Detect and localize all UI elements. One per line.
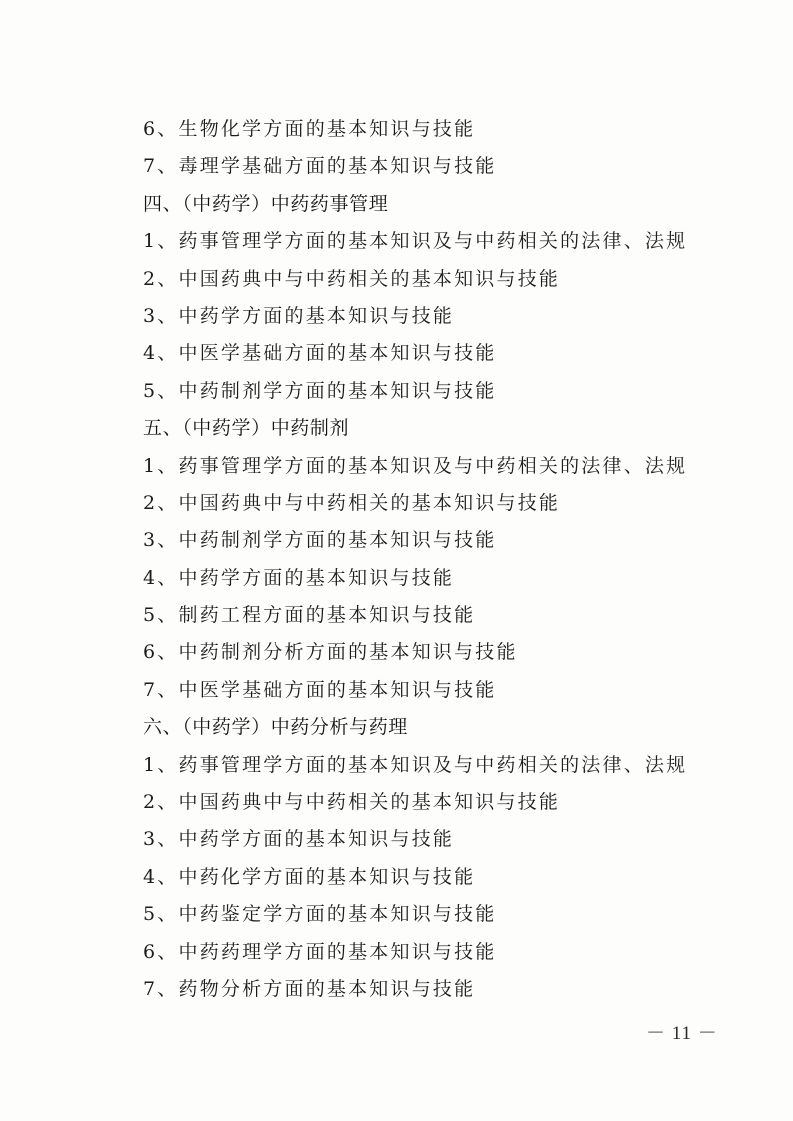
list-item: 5、制药工程方面的基本知识与技能 xyxy=(143,604,476,627)
list-item: 2、中国药典中与中药相关的基本知识与技能 xyxy=(143,791,561,814)
section-heading: 六、（中药学）中药分析与药理 xyxy=(143,716,408,739)
list-item: 2、中国药典中与中药相关的基本知识与技能 xyxy=(143,267,561,290)
list-item: 5、中药鉴定学方面的基本知识与技能 xyxy=(143,903,497,926)
list-item: 6、中药药理学方面的基本知识与技能 xyxy=(143,940,497,963)
list-item: 3、中药学方面的基本知识与技能 xyxy=(143,828,455,851)
list-item: 3、中药制剂学方面的基本知识与技能 xyxy=(143,529,497,552)
list-item: 6、生物化学方面的基本知识与技能 xyxy=(143,118,476,140)
list-item: 4、中医学基础方面的基本知识与技能 xyxy=(143,342,497,365)
section-heading: 五、（中药学）中药制剂 xyxy=(143,417,350,440)
list-item: 7、药物分析方面的基本知识与技能 xyxy=(143,977,476,1000)
list-item: 4、中药化学方面的基本知识与技能 xyxy=(143,865,476,888)
document-body xyxy=(143,111,743,1008)
list-item: 7、中医学基础方面的基本知识与技能 xyxy=(143,678,497,701)
list-item: 3、中药学方面的基本知识与技能 xyxy=(143,304,455,327)
list-item: 1、药事管理学方面的基本知识及与中药相关的法律、法规 xyxy=(143,753,688,776)
list-item: 4、中药学方面的基本知识与技能 xyxy=(143,566,455,589)
list-item: 1、药事管理学方面的基本知识及与中药相关的法律、法规 xyxy=(143,230,688,253)
list-item: 5、中药制剂学方面的基本知识与技能 xyxy=(143,379,497,402)
section-heading: 四、（中药学）中药药事管理 xyxy=(143,192,389,215)
list-item: 2、中国药典中与中药相关的基本知识与技能 xyxy=(143,491,561,514)
list-item: 6、中药制剂分析方面的基本知识与技能 xyxy=(143,641,518,664)
list-item: 7、毒理学基础方面的基本知识与技能 xyxy=(143,155,497,178)
page-number: － 11 － xyxy=(646,1023,718,1044)
list-item: 1、药事管理学方面的基本知识及与中药相关的法律、法规 xyxy=(143,454,688,477)
